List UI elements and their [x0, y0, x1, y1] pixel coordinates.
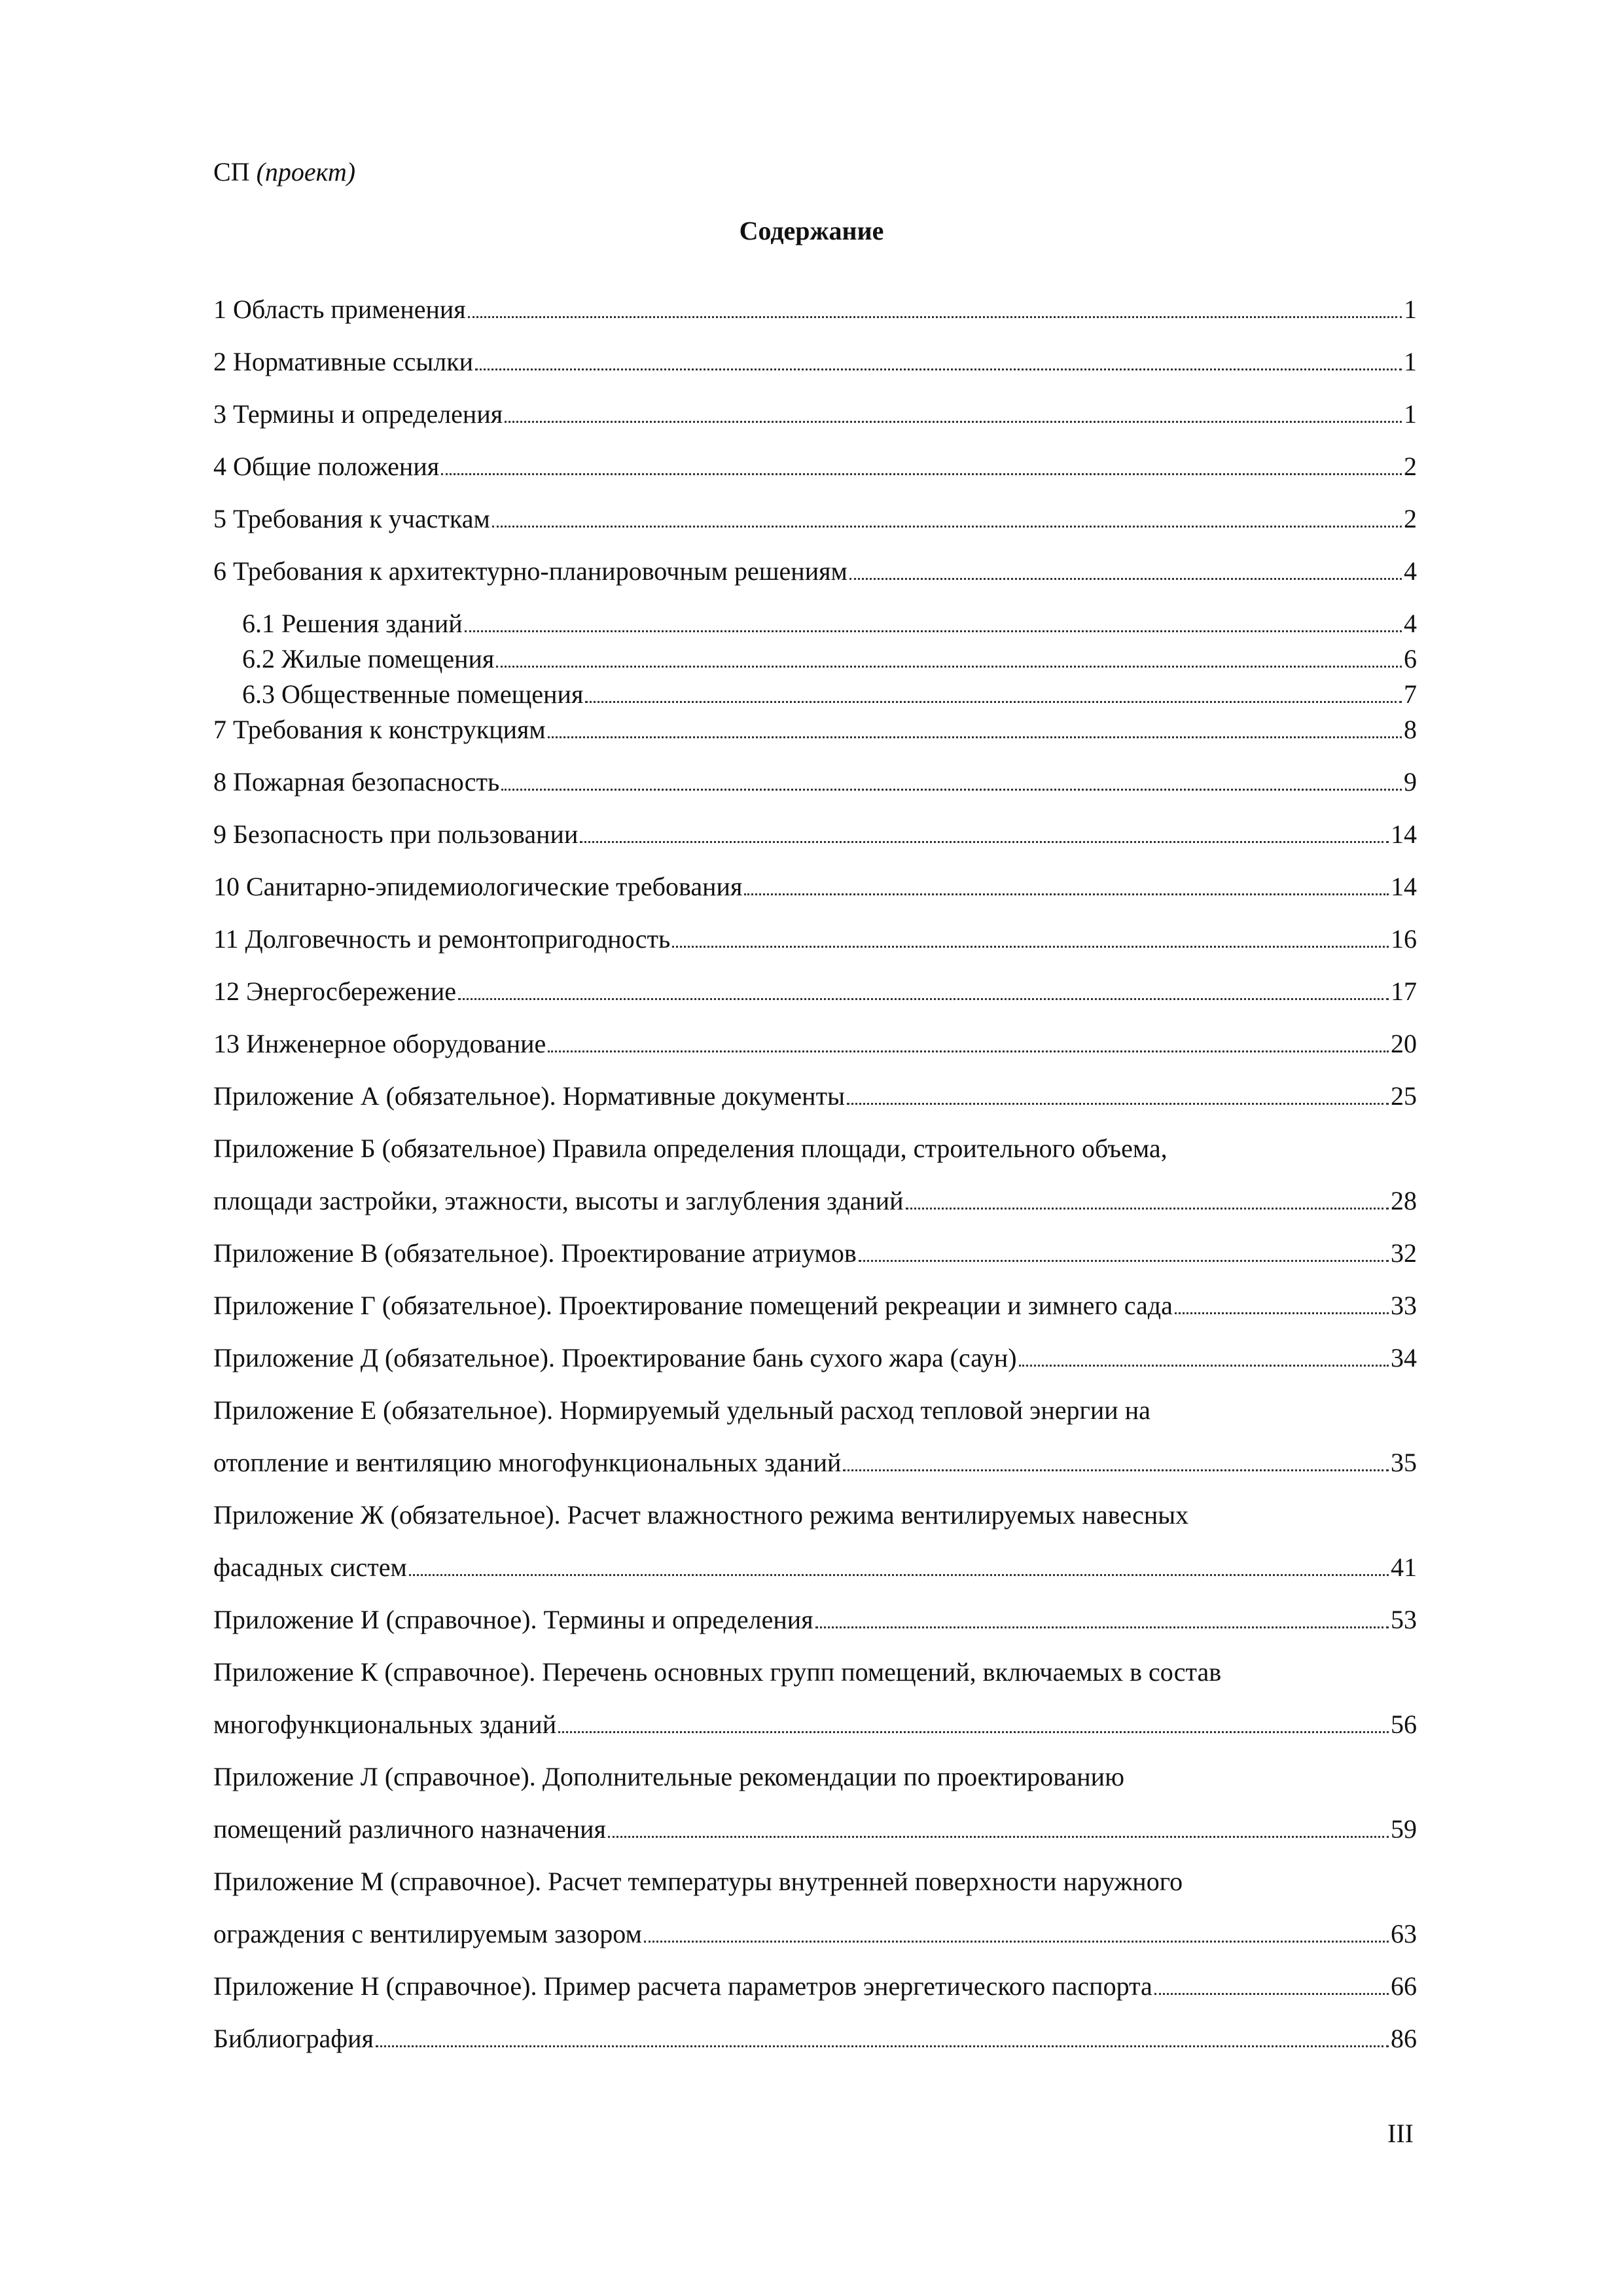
- toc-entry-page: 1: [1404, 399, 1417, 429]
- toc-entry[interactable]: [213, 975, 1417, 1008]
- toc-entry-page: 2: [1404, 504, 1417, 533]
- toc-entry-page: 34: [1391, 1343, 1417, 1372]
- toc-entry-title: многофункциональных зданий: [213, 1710, 557, 1739]
- toc-entry[interactable]: [213, 1813, 1417, 1846]
- page-number: III: [1387, 2119, 1414, 2148]
- toc-entry[interactable]: [213, 870, 1417, 903]
- toc-entry-title: ограждения с вентилируемым зазором: [213, 1919, 642, 1948]
- toc-entry-title: 3 Термины и определения: [213, 399, 503, 429]
- toc-entry-title: Приложение И (справочное). Термины и определения: [213, 1605, 813, 1634]
- toc-entry-page: 9: [1404, 767, 1417, 797]
- toc-entry-page: 33: [1391, 1291, 1417, 1320]
- toc-entry-title: Приложение Л (справочное). Дополнительные рекомендации по проектированию: [213, 1762, 1124, 1791]
- doc-status: (проект): [256, 157, 356, 187]
- toc-entry[interactable]: [213, 1865, 1183, 1898]
- toc-entry-page: 14: [1391, 872, 1417, 901]
- toc-entry-page: 16: [1391, 924, 1417, 954]
- toc-dot-leader: [458, 998, 1389, 1000]
- toc-entry-title: 11 Долговечность и ремонтопригодность: [213, 924, 671, 954]
- toc-dot-leader: [468, 316, 1402, 318]
- toc-entry[interactable]: [213, 1028, 1417, 1060]
- toc-entry-page: 4: [1404, 556, 1417, 586]
- toc-entry[interactable]: [242, 678, 1417, 711]
- toc-entry-page: 2: [1404, 452, 1417, 481]
- toc-dot-leader: [859, 1260, 1389, 1262]
- toc-entry-title: 7 Требования к конструкциям: [213, 715, 546, 744]
- toc-dot-leader: [1019, 1365, 1389, 1367]
- toc-dot-leader: [847, 1103, 1389, 1105]
- toc-entry-title: 5 Требования к участкам: [213, 504, 490, 533]
- toc-entry-title: Приложение М (справочное). Расчет температуры внутренней поверхности наружного: [213, 1867, 1183, 1896]
- toc-entry[interactable]: [213, 503, 1417, 535]
- toc-entry-page: 14: [1391, 819, 1417, 849]
- toc-dot-leader: [1175, 1312, 1389, 1314]
- toc-dot-leader: [548, 1050, 1389, 1052]
- toc-dot-leader: [815, 1626, 1389, 1628]
- toc-entry[interactable]: [213, 555, 1417, 588]
- toc-entry[interactable]: [213, 818, 1417, 851]
- toc-dot-leader: [744, 893, 1389, 895]
- toc-entry[interactable]: [213, 293, 1417, 326]
- toc-entry-page: 41: [1391, 1552, 1417, 1582]
- toc-dot-leader: [1154, 1993, 1389, 1995]
- toc-entry-title: 12 Энергосбережение: [213, 977, 456, 1006]
- toc-entry[interactable]: [213, 766, 1417, 798]
- toc-entry[interactable]: [213, 1446, 1417, 1479]
- toc-entry-page: 56: [1391, 1710, 1417, 1739]
- toc-dot-leader: [558, 1731, 1389, 1733]
- toc-entry[interactable]: [242, 607, 1417, 640]
- toc-entry-title: 6.3 Общественные помещения: [242, 679, 584, 709]
- toc-entry-page: 66: [1391, 1971, 1417, 2001]
- toc-entry-page: 20: [1391, 1029, 1417, 1058]
- toc-entry-page: 35: [1391, 1448, 1417, 1477]
- toc-dot-leader: [672, 946, 1389, 948]
- toc-entry[interactable]: [213, 1656, 1221, 1689]
- toc-entry-title: 8 Пожарная безопасность: [213, 767, 500, 797]
- toc-entry[interactable]: [213, 2022, 1417, 2055]
- toc-dot-leader: [849, 578, 1402, 580]
- toc-entry[interactable]: [213, 1604, 1417, 1636]
- toc-entry[interactable]: [213, 1132, 1168, 1165]
- toc-entry-title: Приложение Ж (обязательное). Расчет влажностного режима вентилируемых навесных: [213, 1500, 1189, 1530]
- toc-entry-page: 4: [1404, 609, 1417, 638]
- toc-entry-page: 1: [1404, 347, 1417, 376]
- toc-dot-leader: [465, 630, 1402, 632]
- toc-entry[interactable]: [213, 1237, 1417, 1270]
- toc-entry[interactable]: [213, 1080, 1417, 1113]
- toc-entry-title: Библиография: [213, 2024, 374, 2053]
- toc-entry-title: Приложение Е (обязательное). Нормируемый удельный расход тепловой энергии на: [213, 1395, 1150, 1425]
- toc-dot-leader: [580, 841, 1389, 843]
- toc-dot-leader: [608, 1836, 1389, 1838]
- toc-entry-title: Приложение А (обязательное). Нормативные документы: [213, 1081, 845, 1111]
- toc-entry[interactable]: [213, 1918, 1417, 1950]
- toc-entry-title: 10 Санитарно-эпидемиологические требования: [213, 872, 743, 901]
- toc-entry-page: 86: [1391, 2024, 1417, 2053]
- toc-entry-title: 2 Нормативные ссылки: [213, 347, 474, 376]
- toc-entry-page: 25: [1391, 1081, 1417, 1111]
- toc-entry-page: 32: [1391, 1238, 1417, 1268]
- toc-entry-page: 28: [1391, 1186, 1417, 1215]
- toc-entry-title: 6 Требования к архитектурно-планировочным решениям: [213, 556, 847, 586]
- toc-entry-title: помещений различного назначения: [213, 1814, 606, 1844]
- toc-entry-title: 4 Общие положения: [213, 452, 440, 481]
- toc-entry-page: 1: [1404, 295, 1417, 324]
- toc-entry-title: 1 Область применения: [213, 295, 466, 324]
- toc-dot-leader: [843, 1469, 1389, 1471]
- toc-entry[interactable]: [213, 1970, 1417, 2003]
- toc-entry-title: отопление и вентиляцию многофункциональных зданий: [213, 1448, 842, 1477]
- toc-entry-title: 13 Инженерное оборудование: [213, 1029, 546, 1058]
- toc-entry-title: Приложение В (обязательное). Проектирование атриумов: [213, 1238, 857, 1268]
- toc-dot-leader: [585, 701, 1402, 703]
- toc-entry-title: 9 Безопасность при пользовании: [213, 819, 579, 849]
- toc-entry-page: 59: [1391, 1814, 1417, 1844]
- toc-entry-title: Приложение Г (обязательное). Проектирование помещений рекреации и зимнего сада: [213, 1291, 1173, 1320]
- toc-dot-leader: [548, 736, 1402, 738]
- toc-entry[interactable]: [213, 1185, 1417, 1217]
- toc-entry[interactable]: [213, 398, 1417, 431]
- toc-entry[interactable]: [213, 1761, 1124, 1793]
- toc-entry[interactable]: [213, 450, 1417, 483]
- toc-entry-title: площади застройки, этажности, высоты и заглубления зданий: [213, 1186, 904, 1215]
- toc-title: Содержание: [739, 216, 884, 245]
- toc-entry-page: 17: [1391, 977, 1417, 1006]
- toc-dot-leader: [409, 1574, 1389, 1576]
- toc-dot-leader: [441, 473, 1402, 475]
- toc-entry[interactable]: [213, 1394, 1150, 1427]
- toc-entry[interactable]: [213, 346, 1417, 378]
- toc-entry-page: 7: [1404, 679, 1417, 709]
- toc-dot-leader: [376, 2045, 1389, 2047]
- toc-entry-page: 8: [1404, 715, 1417, 744]
- toc-entry[interactable]: [213, 1708, 1417, 1741]
- toc-dot-leader: [492, 526, 1402, 528]
- doc-code: СП: [213, 157, 250, 187]
- toc-entry[interactable]: [242, 643, 1417, 675]
- toc-dot-leader: [475, 368, 1402, 370]
- toc-entry-title: Приложение Д (обязательное). Проектирование бань сухого жара (саун): [213, 1343, 1017, 1372]
- toc-entry[interactable]: [213, 923, 1417, 956]
- toc-dot-leader: [644, 1941, 1389, 1943]
- toc-entry-title: Приложение Н (справочное). Пример расчета параметров энергетического паспорта: [213, 1971, 1152, 2001]
- toc-entry-title: фасадных систем: [213, 1552, 407, 1582]
- toc-dot-leader: [496, 666, 1402, 668]
- toc-entry-page: 6: [1404, 644, 1417, 673]
- toc-entry[interactable]: [213, 1499, 1188, 1532]
- toc-entry[interactable]: [213, 1551, 1417, 1584]
- toc-dot-leader: [906, 1208, 1389, 1210]
- toc-entry[interactable]: [213, 1289, 1417, 1322]
- toc-entry-page: 63: [1391, 1919, 1417, 1948]
- toc-entry-title: Приложение Б (обязательное) Правила определения площади, строительного объема,: [213, 1134, 1168, 1163]
- toc-entry-page: 53: [1391, 1605, 1417, 1634]
- toc-entry-title: 6.2 Жилые помещения: [242, 644, 495, 673]
- toc-dot-leader: [505, 421, 1402, 423]
- toc-entry-title: 6.1 Решения зданий: [242, 609, 463, 638]
- toc-entry[interactable]: [213, 713, 1417, 746]
- toc-dot-leader: [501, 789, 1402, 791]
- toc-entry[interactable]: [213, 1342, 1417, 1374]
- toc-entry-title: Приложение К (справочное). Перечень основных групп помещений, включаемых в состав: [213, 1657, 1222, 1687]
